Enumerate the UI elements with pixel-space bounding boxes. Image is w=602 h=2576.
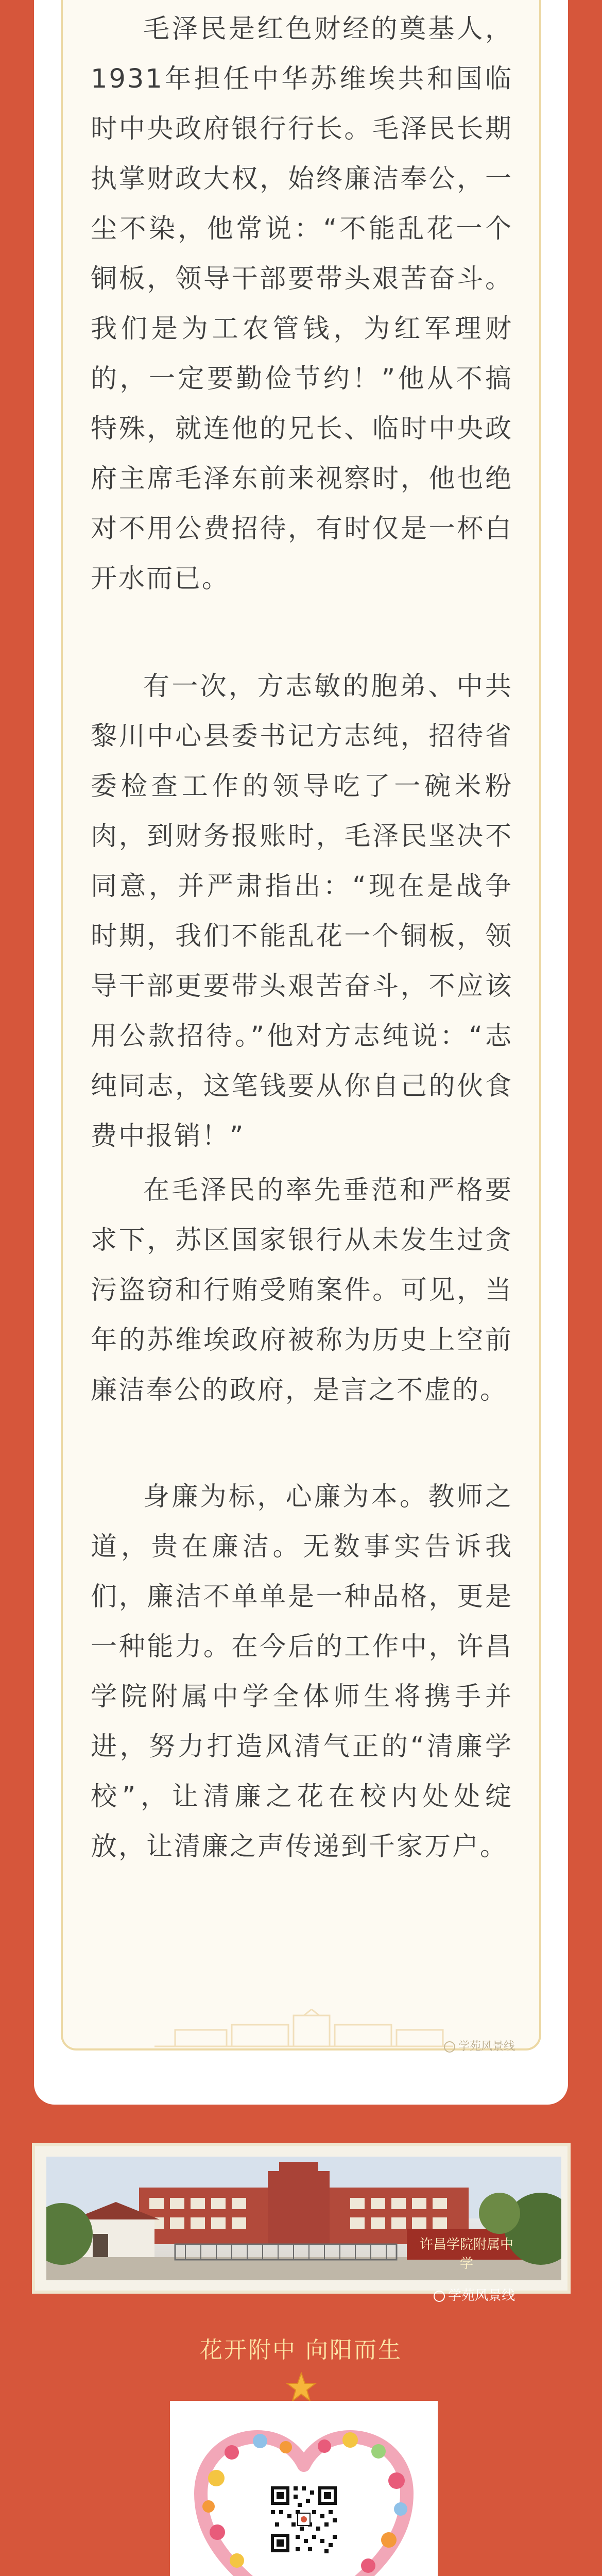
photo-watermark-text: 学苑风景线 <box>448 2288 515 2303</box>
article-watermark-text: 学苑风景线 <box>458 2040 515 2053</box>
campus-photo-frame <box>32 2143 571 2294</box>
article-watermark <box>444 2038 515 2054</box>
slogan-text: 花开附中 向阳而生 <box>200 2337 402 2363</box>
photo-watermark <box>434 2285 515 2304</box>
qr-code <box>268 2483 340 2555</box>
gate-sign-text: 许昌学院附属中学 <box>419 2237 513 2272</box>
article-paragraph-1: 毛泽民是红色财经的奠基人，1931年担任中华苏维埃共和国临时中央政府银行行长。毛泽民长期执掌财政大权，始终廉洁奉公，一尘不染，他常说：“不能乱花一个铜板，领导干部要带头艰苦奋斗。我们是为工农管钱，为红军理财的，一定要勤俭节约！”他从不搞特殊，就连他的兄长、临时中央政府主席毛泽东前来视察时，他也绝对不用公费招待，有时仅是一杯白开水而已。 <box>91 14 513 594</box>
star-icon <box>286 2372 317 2403</box>
article-paragraph-4: 身廉为标，心廉为本。教师之道，贵在廉洁。无数事实告诉我们，廉洁不单单是一种品格，更是一种能力。在今后的工作中，许昌学院附属中学全体师生将携手并进，努力打造风清气正的“清廉学校”，让清廉之花在校内处处绽放，让清廉之声传递到千家万户。 <box>91 1482 513 1862</box>
article-paragraph-3: 在毛泽民的率先垂范和严格要求下，苏区国家银行从未发生过贪污盗窃和行贿受贿案件。可见，当年的苏维埃政府被称为历史上空前廉洁奉公的政府，是言之不虚的。 <box>91 1175 513 1405</box>
article-paragraph-2: 有一次，方志敏的胞弟、中共黎川中心县委书记方志纯，招待省委检查工作的领导吃了一碗米粉肉，到财务报账时，毛泽民坚决不同意，并严肃指出：“现在是战争时期，我们不能乱花一个铜板，领导干部更要带头艰苦奋斗，不应该用公款招待。”他对方志纯说：“志纯同志，这笔钱要从你自己的伙食费中报销！” <box>91 671 513 1151</box>
wechat-watermark-icon <box>434 2291 445 2302</box>
campus-gate-photo <box>46 2157 561 2280</box>
heart-flower-frame <box>170 2401 438 2576</box>
wechat-watermark-icon <box>444 2041 455 2053</box>
building-skyline-decoration <box>154 2009 453 2048</box>
qr-code-card[interactable] <box>170 2401 438 2576</box>
